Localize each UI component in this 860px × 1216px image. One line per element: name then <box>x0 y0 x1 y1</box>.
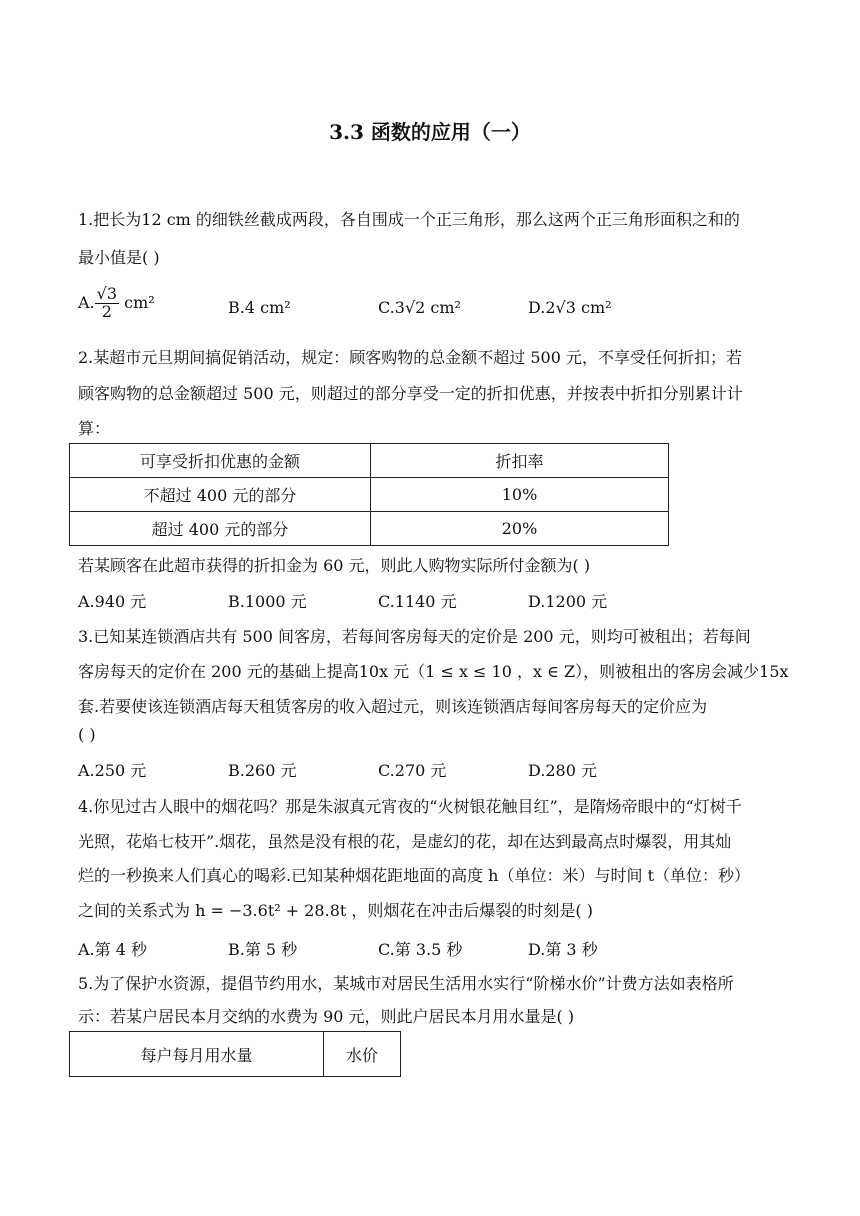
fraction-denominator: 2 <box>101 301 112 321</box>
q2-option-b: B.1000 元 <box>228 592 307 611</box>
table-header-row <box>70 1032 401 1077</box>
q2-stem-line-3: 算： <box>78 419 111 438</box>
q1-option-c: C.3√2 cm² <box>378 298 461 317</box>
q2-option-d: D.1200 元 <box>528 592 608 611</box>
q2-discount-table <box>69 443 669 546</box>
q1-option-a-fraction <box>95 286 119 321</box>
q2-option-a: A.940 元 <box>78 592 147 611</box>
q4-option-b: B.第 5 秒 <box>228 940 298 959</box>
table-cell: 20% <box>371 512 669 546</box>
q3-stem-line-1: 3.已知某连锁酒店共有 500 间客房，若每间客房每天的定价是 200 元，则均可被租出；若每间 <box>78 627 751 646</box>
q4-stem-line-3: 烂的一秒换来人们真心的喝彩.已知某种烟花距地面的高度 h（单位：米）与时间 t（单位：秒） <box>78 866 750 885</box>
q3-option-c: C.270 元 <box>378 761 447 780</box>
q2-stem-line-1: 2.某超市元旦期间搞促销活动，规定：顾客购物的总金额不超过 500 元，不享受任何折扣；若 <box>78 348 742 367</box>
q4-stem-line-2: 光照，花焰七枝开”.烟花，虽然是没有根的花，是虚幻的花，却在达到最高点时爆裂，用其灿 <box>78 832 732 851</box>
q2-stem-line-2: 顾客购物的总金额超过 500 元，则超过的部分享受一定的折扣优惠，并按表中折扣分别累计计 <box>78 384 743 403</box>
q2-option-c: C.1140 元 <box>378 592 457 611</box>
q1-option-b: B.4 cm² <box>228 298 291 317</box>
page-title: 3.3 函数的应用（一） <box>329 120 531 144</box>
table-row <box>70 512 669 546</box>
fraction-numerator: √3 <box>96 284 118 303</box>
q3-stem-line-4: ( ) <box>78 725 96 744</box>
q4-option-c: C.第 3.5 秒 <box>378 940 463 959</box>
q4-option-a: A.第 4 秒 <box>78 940 147 959</box>
q3-option-a: A.250 元 <box>78 761 147 780</box>
q4-stem-line-1: 4.你见过古人眼中的烟花吗？那是朱淑真元宵夜的“火树银花触目红”，是隋炀帝眼中的“灯树千 <box>78 797 742 816</box>
q3-option-d: D.280 元 <box>528 761 597 780</box>
table-row <box>70 478 669 512</box>
table-header-row <box>70 444 669 478</box>
q4-stem-line-4: 之间的关系式为 h = −3.6t² + 28.8t ，则烟花在冲击后爆裂的时刻是( ) <box>78 901 593 920</box>
q1-option-a <box>78 286 155 321</box>
q1-stem-line-1: 1.把长为12 cm 的细铁丝截成两段，各自围成一个正三角形，那么这两个正三角形面积之和的 <box>78 210 740 229</box>
q5-water-price-table <box>69 1031 401 1077</box>
q3-stem-line-2: 客房每天的定价在 200 元的基础上提高10x 元（1 ≤ x ≤ 10 ，x ∈ Z），则被租出的客房会减少15x <box>78 662 789 681</box>
table-header-cell: 水价 <box>324 1032 401 1077</box>
q3-stem-line-3: 套.若要使该连锁酒店每天租赁客房的收入超过元，则该连锁酒店每间客房每天的定价应为 <box>78 697 708 716</box>
table-header-cell: 折扣率 <box>371 444 669 478</box>
q1-option-a-unit: cm² <box>119 292 155 312</box>
q5-stem-line-2: 示：若某户居民本月交纳的水费为 90 元，则此户居民本月用水量是( ) <box>78 1007 575 1026</box>
table-header-cell: 可享受折扣优惠的金额 <box>70 444 371 478</box>
q1-option-d: D.2√3 cm² <box>528 298 612 317</box>
q5-stem-line-1: 5.为了保护水资源，提倡节约用水，某城市对居民生活用水实行“阶梯水价”计费方法如表格所 <box>78 974 734 993</box>
table-cell: 超过 400 元的部分 <box>70 512 371 546</box>
q1-option-a-label: A. <box>78 292 95 312</box>
q4-option-d: D.第 3 秒 <box>528 940 598 959</box>
q1-stem-line-2: 最小值是( ) <box>78 248 160 267</box>
table-cell: 不超过 400 元的部分 <box>70 478 371 512</box>
q2-stem-line-4: 若某顾客在此超市获得的折扣金为 60 元，则此人购物实际所付金额为( ) <box>78 556 591 575</box>
table-header-cell: 每户每月用水量 <box>70 1032 324 1077</box>
q3-option-b: B.260 元 <box>228 761 297 780</box>
table-cell: 10% <box>371 478 669 512</box>
